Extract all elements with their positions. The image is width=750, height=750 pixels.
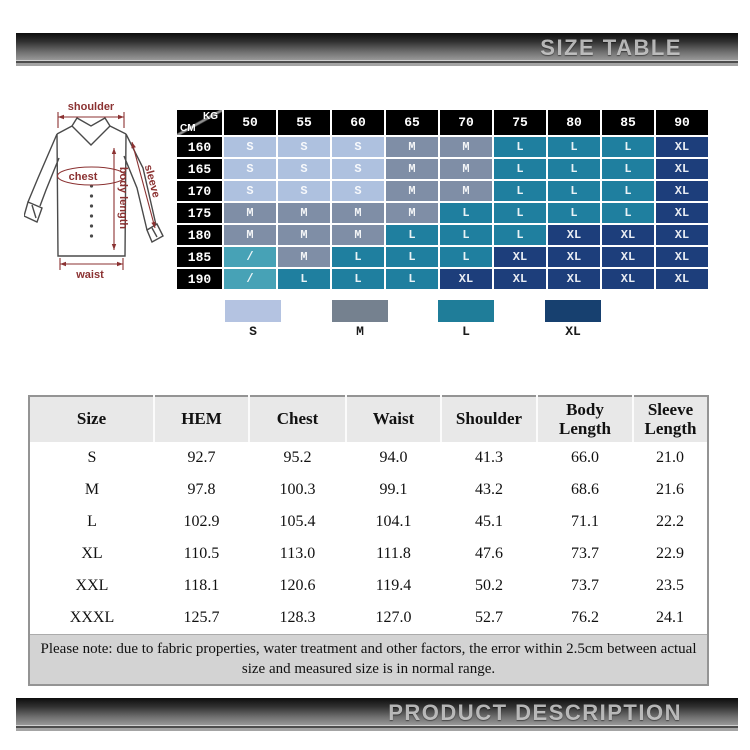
mtable-header-cell: Waist — [346, 396, 441, 442]
matrix-size-cell: L — [493, 224, 547, 246]
matrix-size-cell: M — [439, 180, 493, 202]
size-legend — [0, 300, 750, 340]
matrix-size-cell: S — [331, 158, 385, 180]
mtable-cell: 47.6 — [475, 545, 503, 562]
mtable-header-cell: Shoulder — [441, 396, 537, 442]
mtable-body — [29, 442, 708, 635]
mtable-cell: 21.6 — [656, 481, 684, 498]
matrix-row — [176, 246, 709, 268]
matrix-height-label: 175 — [176, 202, 223, 224]
shirt-outline — [24, 118, 163, 256]
matrix-size-cell: L — [385, 224, 439, 246]
matrix-size-cell: L — [547, 158, 601, 180]
matrix-size-cell: XL — [601, 224, 655, 246]
legend-label: M — [356, 324, 364, 339]
matrix-size-cell: M — [331, 202, 385, 224]
size-table-title: SIZE TABLE — [540, 35, 682, 60]
mtable-cell: XL — [81, 545, 103, 562]
matrix-size-cell: L — [439, 246, 493, 268]
matrix-size-cell: / — [223, 268, 277, 290]
matrix-size-cell: XL — [655, 158, 709, 180]
measurement-table-section — [28, 395, 709, 686]
mtable-header-cell: Sleeve Length — [633, 396, 708, 442]
matrix-size-cell: XL — [493, 268, 547, 290]
matrix-size-cell: M — [277, 202, 331, 224]
mtable-cell: XXL — [75, 577, 109, 594]
matrix-size-cell: L — [331, 268, 385, 290]
matrix-size-cell: M — [223, 202, 277, 224]
mtable-cell: 118.1 — [183, 577, 220, 594]
matrix-size-cell: L — [601, 180, 655, 202]
footer-bar-edge-gray — [16, 728, 738, 731]
matrix-size-cell: L — [601, 136, 655, 158]
mtable-cell: 45.1 — [475, 513, 503, 530]
matrix-size-cell: L — [493, 180, 547, 202]
matrix-size-cell: M — [385, 158, 439, 180]
mtable-cell: 113.0 — [279, 545, 316, 562]
matrix-size-cell: S — [223, 136, 277, 158]
matrix-size-cell: S — [277, 180, 331, 202]
header-bar-edge-gray — [16, 63, 738, 66]
matrix-size-cell: XL — [547, 268, 601, 290]
matrix-size-cell: XL — [601, 268, 655, 290]
matrix-size-cell: S — [331, 180, 385, 202]
mtable-cell: XXXL — [69, 609, 115, 626]
matrix-size-cell: L — [493, 136, 547, 158]
mtable-cell: 95.2 — [283, 449, 312, 466]
body-length-label: body length — [117, 166, 129, 230]
size-matrix — [175, 108, 710, 291]
mtable-cell: 24.1 — [656, 609, 684, 626]
mtable-row — [29, 506, 708, 538]
matrix-size-cell: M — [385, 202, 439, 224]
matrix-weight-header: 60 — [331, 109, 385, 136]
legend-swatch — [332, 300, 388, 322]
legend-swatch — [438, 300, 494, 322]
product-description-title: PRODUCT DESCRIPTION — [388, 700, 682, 725]
matrix-size-cell: S — [223, 158, 277, 180]
matrix-size-cell: L — [385, 268, 439, 290]
matrix-size-cell: XL — [547, 246, 601, 268]
matrix-weight-header: 75 — [493, 109, 547, 136]
mtable-cell: 41.3 — [475, 449, 503, 466]
legend-item — [225, 300, 281, 339]
matrix-size-cell: M — [277, 224, 331, 246]
matrix-size-cell: L — [385, 246, 439, 268]
mtable-cell: 97.8 — [187, 481, 216, 498]
matrix-weight-header: 85 — [601, 109, 655, 136]
corner-kg-label: KG — [203, 111, 218, 122]
matrix-size-cell: XL — [655, 180, 709, 202]
mtable-cell: 119.4 — [375, 577, 412, 594]
chest-label: chest — [68, 171, 98, 183]
matrix-size-cell: XL — [493, 246, 547, 268]
matrix-size-cell: L — [493, 202, 547, 224]
matrix-size-cell: L — [439, 202, 493, 224]
matrix-height-label: 190 — [176, 268, 223, 290]
mtable-cell: 99.1 — [379, 481, 408, 498]
matrix-size-cell: / — [223, 246, 277, 268]
matrix-size-cell: XL — [655, 246, 709, 268]
note-text: Please note: due to fabric properties, water treatment and other factors, the error within 2.5cm between actual size and measured size is in normal range. — [40, 641, 697, 678]
mtable-cell: 125.7 — [183, 609, 220, 626]
matrix-size-cell: XL — [439, 268, 493, 290]
mtable-row — [29, 602, 708, 635]
matrix-size-cell: M — [385, 180, 439, 202]
matrix-size-cell: M — [439, 136, 493, 158]
shirt-buttons — [90, 184, 93, 237]
matrix-size-cell: L — [547, 136, 601, 158]
product-description-bar — [16, 698, 738, 731]
mtable-cell: 68.6 — [571, 481, 599, 498]
mtable-cell: 66.0 — [571, 449, 599, 466]
size-matrix-section — [175, 108, 710, 291]
legend-item — [332, 300, 388, 339]
mtable-cell: 22.2 — [656, 513, 684, 530]
mtable-cell: 105.4 — [279, 513, 316, 530]
mtable-cell: 110.5 — [183, 545, 220, 562]
matrix-weight-header: 50 — [223, 109, 277, 136]
matrix-height-label: 185 — [176, 246, 223, 268]
corner-cm-label: CM — [180, 123, 196, 134]
matrix-size-cell: XL — [601, 246, 655, 268]
mtable-row — [29, 570, 708, 602]
matrix-weight-header: 90 — [655, 109, 709, 136]
mtable-cell: 50.2 — [475, 577, 503, 594]
mtable-cell: 23.5 — [656, 577, 684, 594]
matrix-size-cell: L — [547, 180, 601, 202]
matrix-size-cell: M — [277, 246, 331, 268]
mtable-cell: 73.7 — [571, 577, 599, 594]
mtable-note-row — [29, 635, 708, 685]
mtable-header-cell: Chest — [249, 396, 346, 442]
mtable-cell: 71.1 — [571, 513, 599, 530]
matrix-size-cell: XL — [655, 136, 709, 158]
mtable-header-row — [29, 396, 708, 442]
legend-label: S — [249, 324, 257, 339]
matrix-weight-header: 65 — [385, 109, 439, 136]
measurement-arrows — [58, 112, 156, 270]
matrix-size-cell: M — [223, 224, 277, 246]
legend-swatch — [545, 300, 601, 322]
mtable-cell: L — [87, 513, 97, 530]
matrix-row — [176, 224, 709, 246]
matrix-row — [176, 180, 709, 202]
matrix-height-label: 160 — [176, 136, 223, 158]
matrix-size-cell: L — [493, 158, 547, 180]
matrix-size-cell: XL — [655, 224, 709, 246]
mtable-cell: M — [84, 481, 100, 498]
mtable-cell: 94.0 — [379, 449, 408, 466]
matrix-size-cell: M — [439, 158, 493, 180]
mtable-cell: 76.2 — [571, 609, 599, 626]
matrix-weight-header: 55 — [277, 109, 331, 136]
shirt-measurement-diagram — [24, 98, 176, 295]
shoulder-label: shoulder — [67, 101, 115, 113]
measurement-arrowheads — [58, 115, 156, 266]
legend-label: XL — [565, 324, 581, 339]
matrix-size-cell: S — [277, 158, 331, 180]
matrix-height-label: 170 — [176, 180, 223, 202]
legend-item — [545, 300, 601, 339]
matrix-size-cell: S — [223, 180, 277, 202]
size-table-header-gradient — [16, 33, 738, 60]
matrix-weight-header: 80 — [547, 109, 601, 136]
mtable-cell: 128.3 — [279, 609, 316, 626]
mtable-cell: 21.0 — [656, 449, 684, 466]
matrix-size-cell: L — [601, 158, 655, 180]
mtable-cell: 111.8 — [376, 545, 411, 562]
matrix-size-cell: XL — [655, 202, 709, 224]
mtable-cell: S — [87, 449, 97, 466]
matrix-row — [176, 136, 709, 158]
matrix-size-cell: M — [385, 136, 439, 158]
matrix-size-cell: M — [331, 224, 385, 246]
mtable-cell: 43.2 — [475, 481, 503, 498]
mtable-cell: 104.1 — [375, 513, 412, 530]
matrix-size-cell: S — [277, 136, 331, 158]
measurement-table — [28, 395, 709, 686]
waist-label: waist — [76, 269, 104, 281]
matrix-size-cell: XL — [655, 268, 709, 290]
matrix-corner-cell — [176, 109, 223, 136]
legend-item — [438, 300, 494, 339]
mtable-cell: 120.6 — [279, 577, 316, 594]
product-description-gradient — [16, 698, 738, 725]
matrix-size-cell: L — [439, 224, 493, 246]
legend-label: L — [462, 324, 470, 339]
mtable-cell: 92.7 — [187, 449, 216, 466]
mtable-header-cell: Body Length — [537, 396, 633, 442]
matrix-weight-header: 70 — [439, 109, 493, 136]
size-table-header-bar — [16, 33, 738, 66]
matrix-size-cell: L — [331, 246, 385, 268]
mtable-cell: 102.9 — [183, 513, 220, 530]
mtable-header-cell: HEM — [154, 396, 249, 442]
matrix-row — [176, 158, 709, 180]
mtable-cell: 127.0 — [375, 609, 412, 626]
mtable-cell: 22.9 — [656, 545, 684, 562]
shirt-diagram-svg — [24, 98, 176, 290]
matrix-size-cell: L — [547, 202, 601, 224]
mtable-row — [29, 538, 708, 570]
matrix-row — [176, 202, 709, 224]
matrix-height-label: 180 — [176, 224, 223, 246]
mtable-cell: 100.3 — [279, 481, 316, 498]
matrix-size-cell: XL — [547, 224, 601, 246]
matrix-size-cell: S — [331, 136, 385, 158]
matrix-size-cell: L — [277, 268, 331, 290]
matrix-height-label: 165 — [176, 158, 223, 180]
sleeve-label: sleeve — [141, 163, 163, 200]
matrix-header-row — [176, 109, 709, 136]
mtable-row — [29, 442, 708, 474]
matrix-row — [176, 268, 709, 290]
mtable-cell: 73.7 — [571, 545, 599, 562]
mtable-cell: 52.7 — [475, 609, 503, 626]
legend-swatch — [225, 300, 281, 322]
matrix-body — [176, 136, 709, 290]
mtable-row — [29, 474, 708, 506]
mtable-header-cell: Size — [29, 396, 154, 442]
matrix-size-cell: L — [601, 202, 655, 224]
